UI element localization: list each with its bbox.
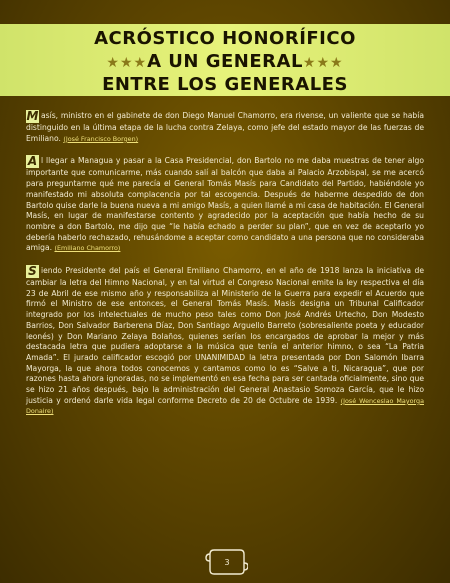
paragraph-3-text: iendo Presidente del país el General Emiliano Chamorro, en el año de 1918 lanza la iniciativa de cambiar la letra del Himno Nacional, y en tal virtud el Congreso Nacional emite la ley respectiva el día 23 de Abril de ese mismo año y responsabiliza al Ministerio de la Guerra para expedir el Acuerdo que firmó el Ministro de ese entonces, el General Tomás Masís. Masís designa un Tribunal Calificador integrado por los intelectuales de mucho peso tales como Don José Andrés Urtecho, Don Modesto Barrios, Don Salvador Barberena Díaz, Don Santiago Arguello Barreto (sobresaliente poeta y educador leonés) y Don Mariano Zelaya Bolaños, quienes serían los encargados de aprobar la mejor y más destacada letra que pudiera adoptarse a la música que tenía el anterior himno, o sea “La Patria Amada”. El jurado calificador escogió por UNANIMIDAD la letra presentada por Don Salomón Ibarra Mayorga, la que ahora todos conocemos y cantamos como lo es “Salve a ti, Nicaragua”, que por razones hasta ahora ignoradas, no se implementó en esa fecha para ser cantada oficialmente, sino que se hizo 21 años después, bajo la administración del General Anastasio Somoza García, que le hizo justicia y ordenó darle vida legal conforme Decreto de 20 de Octubre de 1939. <box>26 266 424 405</box>
credit-chamorro: (Emiliano Chamorro) <box>54 244 121 253</box>
paragraph-1-text: asís, ministro en el gabinete de don Diego Manuel Chamorro, era rivense, un valiente que se había distinguido en la última etapa de la lucha contra Zelaya, como jefe del estado mayor de las fuerzas de Emiliano. <box>26 111 424 143</box>
drop-cap-m: M <box>26 109 39 123</box>
title-line-3: ENTRE LOS GENERALES <box>102 74 348 95</box>
scroll-page-icon[interactable] <box>204 548 248 578</box>
title-line-2 <box>0 51 450 74</box>
paragraph-1 <box>26 110 424 144</box>
drop-cap-a: A <box>27 154 38 169</box>
credit-borgen: (José Francisco Borgen) <box>63 134 139 143</box>
article-body <box>26 110 424 428</box>
paragraph-2-text: l llegar a Managua y pasar a la Casa Presidencial, don Bartolo no me daba muestras de tener algo importante que comunicarme, más cuando salí al balcón que daba al Palacio Arzobispal, se me acercó para preguntarme qué me parecía el General Tomás Masís para Candidato del Partido, habiéndole yo manifestado mi absoluta complacencia por tal escogencia. Después de haberme despedido de don Bartolo quise darle la buena nueva a mi amigo Masís, a quien llamé a mi casa de habitación. El General Masís, en lugar de manifestarse contento y agradecido por la aceptación que había hecho de su nombre a don Bartolo, me dijo que “le había echado a perder su plan”, que en vez de aceptarlo yo debería haberlo rechazado, rehusándome a aceptar como candidato a una persona que no consideraba amiga. <box>26 156 424 253</box>
paragraph-3 <box>26 265 424 417</box>
title-line-1: ACRÓSTICO HONORÍFICO <box>94 28 356 49</box>
paragraph-2 <box>26 155 424 254</box>
scroll-icon <box>204 548 248 578</box>
title-line-2-text: A UN GENERAL <box>147 51 303 72</box>
page-number: 3 <box>224 558 230 567</box>
stars-left-icon: ★★★ <box>106 55 148 71</box>
drop-cap-s: S <box>26 265 39 278</box>
title-banner <box>0 24 450 96</box>
stars-right-icon: ★★★ <box>302 55 344 71</box>
credit-mayorga: (José Wenceslao Mayorga Donaire) <box>26 396 424 416</box>
